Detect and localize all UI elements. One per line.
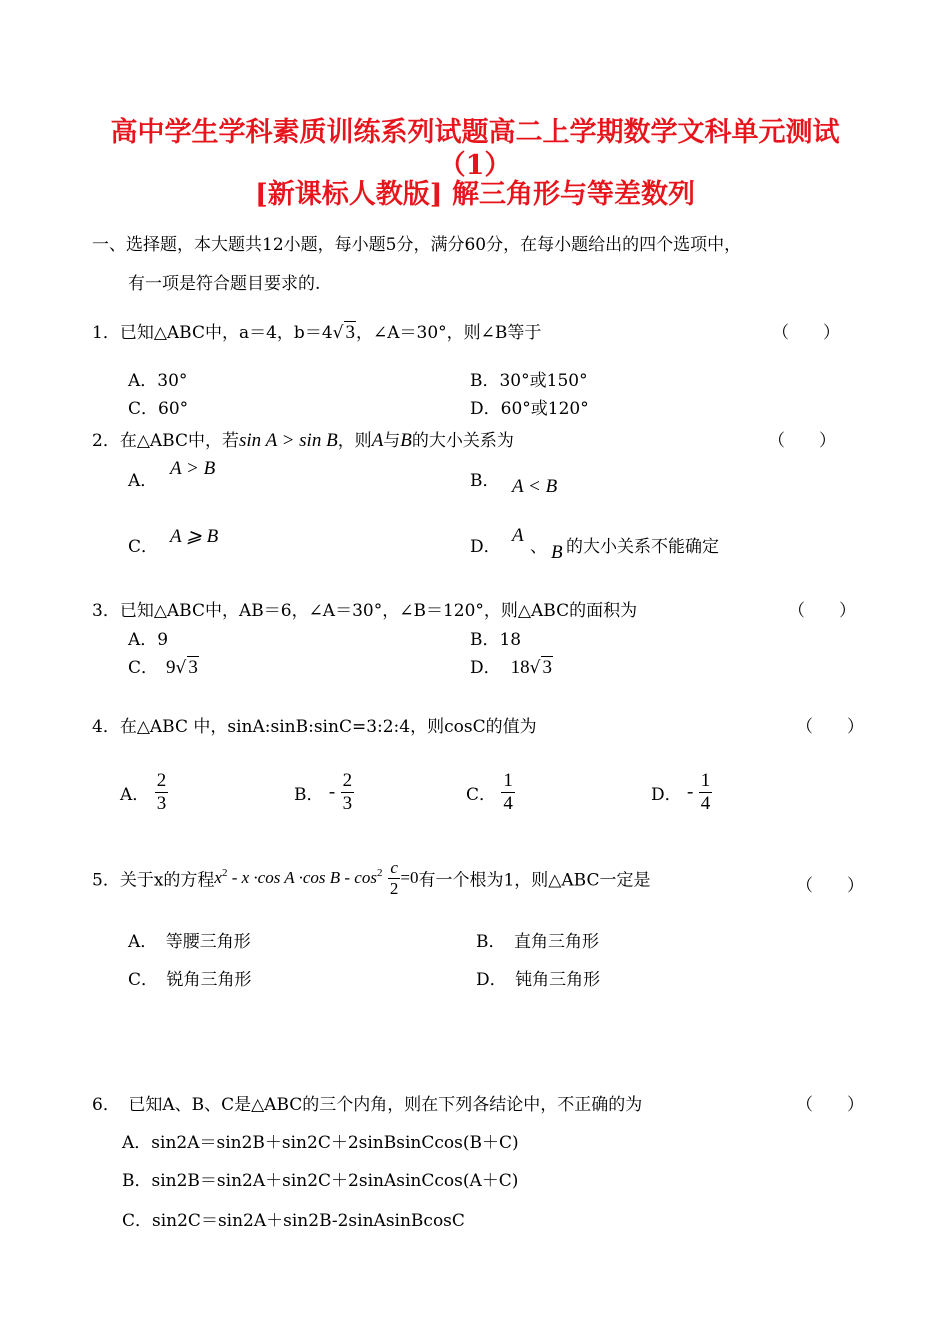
q4-option-c-fraction (501, 770, 515, 815)
q4-option-d-label: D． (651, 784, 682, 805)
fraction-denominator: 4 (700, 792, 711, 814)
q3-option-c-rad: 3 (188, 657, 198, 678)
q4-option-c-label: C． (466, 784, 497, 805)
q4-option-d (651, 770, 712, 815)
q1-option-a: A．30° (128, 371, 188, 391)
q6-option-a: A．sin2A＝sin2B＋sin2C＋2sinBsinCcos(B＋C) (122, 1133, 519, 1153)
answer-blank: （ ） (768, 431, 836, 451)
q4-option-d-fraction (699, 770, 713, 815)
q5-fraction (388, 858, 401, 898)
answer-blank: （ ） (772, 323, 840, 343)
section-intro-cont: 有一项是符合题目要求的. (128, 274, 321, 294)
answer-blank: （ ） (796, 876, 864, 896)
q5-eq-sup: 2 (221, 866, 228, 879)
q2-condition: sin A > sin B (238, 430, 338, 451)
q3-option-b: B．18 (470, 630, 522, 650)
answer-blank: （ ） (796, 717, 864, 737)
q2-option-a-label: A． (128, 471, 158, 491)
q6-option-b: B．sin2B＝sin2A＋sin2C＋2sinAsinCcos(A＋C) (122, 1171, 519, 1191)
answer-blank: （ ） (796, 1095, 864, 1115)
q4-option-b-fraction (341, 770, 355, 815)
q5-option-a: A． 等腰三角形 (128, 932, 251, 952)
q5-eq-sup2: 2 (376, 866, 383, 879)
q4-option-b-label: B． (294, 784, 324, 805)
fraction-denominator: 3 (156, 792, 167, 814)
sqrt-symbol: √ (175, 658, 187, 678)
question-1-stem (92, 318, 541, 344)
q2-option-d-label: D． (470, 537, 501, 557)
q4-option-a-label: A． (120, 784, 150, 805)
q1-option-b: B．30°或150° (470, 371, 588, 391)
q2-var-a: A (371, 430, 384, 451)
q2-option-d-var-b: B (551, 542, 563, 563)
q3-option-d-coef: 18 (510, 657, 530, 678)
q1-option-c: C．60° (128, 399, 189, 419)
q5-eq-body: - x ·cos A ·cos B - cos (227, 868, 377, 888)
question-3-stem: 3．已知△ABC中，AB＝6，∠A＝30°，∠B＝120°，则△ABC的面积为 (92, 601, 638, 621)
fraction-numerator: 2 (156, 770, 167, 791)
q3-option-d-label: D． (470, 658, 501, 678)
minus-sign: - (687, 781, 694, 803)
section-intro: 一、选择题，本大题共12小题，每小题5分，满分60分，在每小题给出的四个选项中， (92, 235, 742, 255)
sqrt-symbol: √ (332, 323, 344, 343)
q3-option-c (128, 653, 199, 679)
q2-stem-a: 2．在△ABC中，若 (92, 431, 239, 451)
q2-option-b-label: B． (470, 471, 500, 491)
q5-stem-b: 有一个根为1，则△ABC一定是 (418, 870, 651, 891)
q2-var-b: B (400, 430, 412, 451)
q2-option-c: A ⩾ B (170, 526, 219, 547)
question-5-stem (92, 858, 650, 898)
q2-stem-b: ，则 (337, 431, 372, 451)
q2-stem-c: 的大小关系为 (411, 431, 514, 451)
question-6-stem: 6． 已知A、B、C是△ABC的三个内角，则在下列各结论中，不正确的为 (92, 1095, 643, 1115)
minus-sign: - (328, 781, 336, 803)
q2-option-c-label: C． (128, 537, 159, 557)
q5-stem-a: 5．关于x的方程 (92, 870, 215, 891)
q1-option-d: D．60°或120° (470, 399, 589, 419)
q5-option-c: C． 锐角三角形 (128, 970, 252, 990)
q1-stem-a: 1．已知△ABC中，a＝4，b＝4 (92, 323, 333, 343)
page-title-number: （1） (438, 150, 512, 181)
question-2-stem (92, 426, 514, 452)
q2-option-b: A < B (512, 476, 558, 497)
q4-option-b (294, 770, 354, 815)
page-subtitle: [新课标人教版] 解三角形与等差数列 (255, 179, 695, 210)
q3-option-d (470, 653, 553, 679)
q4-option-a (120, 770, 168, 815)
sqrt-symbol: √ (529, 658, 541, 678)
q2-option-d-var-a: A (512, 525, 524, 546)
q5-option-d: D． 钝角三角形 (476, 970, 601, 990)
q5-eq-rhs: =0 (400, 868, 419, 888)
q3-option-a: A．9 (128, 630, 169, 650)
fraction-denominator: 3 (342, 792, 353, 814)
fraction-numerator: c (390, 858, 398, 877)
q2-option-a: A > B (170, 458, 216, 479)
q3-option-c-coef: 9 (166, 657, 176, 678)
fraction-denominator: 2 (389, 878, 399, 898)
q1-stem-b: ，∠A＝30°，则∠B等于 (355, 323, 542, 343)
q5-eq-x: x (214, 868, 222, 888)
q2-option-d-text: 的大小关系不能确定 (566, 537, 719, 557)
q2-yu: 与 (383, 431, 401, 451)
fraction-denominator: 4 (503, 792, 513, 814)
q3-option-d-rad: 3 (542, 657, 552, 678)
fraction-numerator: 2 (342, 770, 353, 791)
fraction-numerator: 1 (503, 770, 513, 791)
q3-option-c-label: C． (128, 658, 159, 678)
q2-option-d-sep: 、 (530, 537, 547, 557)
page-title: 高中学生学科素质训练系列试题高二上学期数学文科单元测试 (110, 117, 840, 148)
q6-option-c: C．sin2C＝sin2A＋sin2B-2sinAsinBcosC (122, 1211, 465, 1231)
q1-sqrt: 3 (345, 322, 355, 343)
question-4-stem: 4．在△ABC 中，sinA:sinB:sinC=3:2:4，则cosC的值为 (92, 717, 537, 737)
q4-option-c (466, 770, 515, 815)
q4-option-a-fraction (155, 770, 169, 815)
answer-blank: （ ） (788, 601, 856, 621)
fraction-numerator: 1 (700, 770, 711, 791)
q5-option-b: B． 直角三角形 (476, 932, 599, 952)
